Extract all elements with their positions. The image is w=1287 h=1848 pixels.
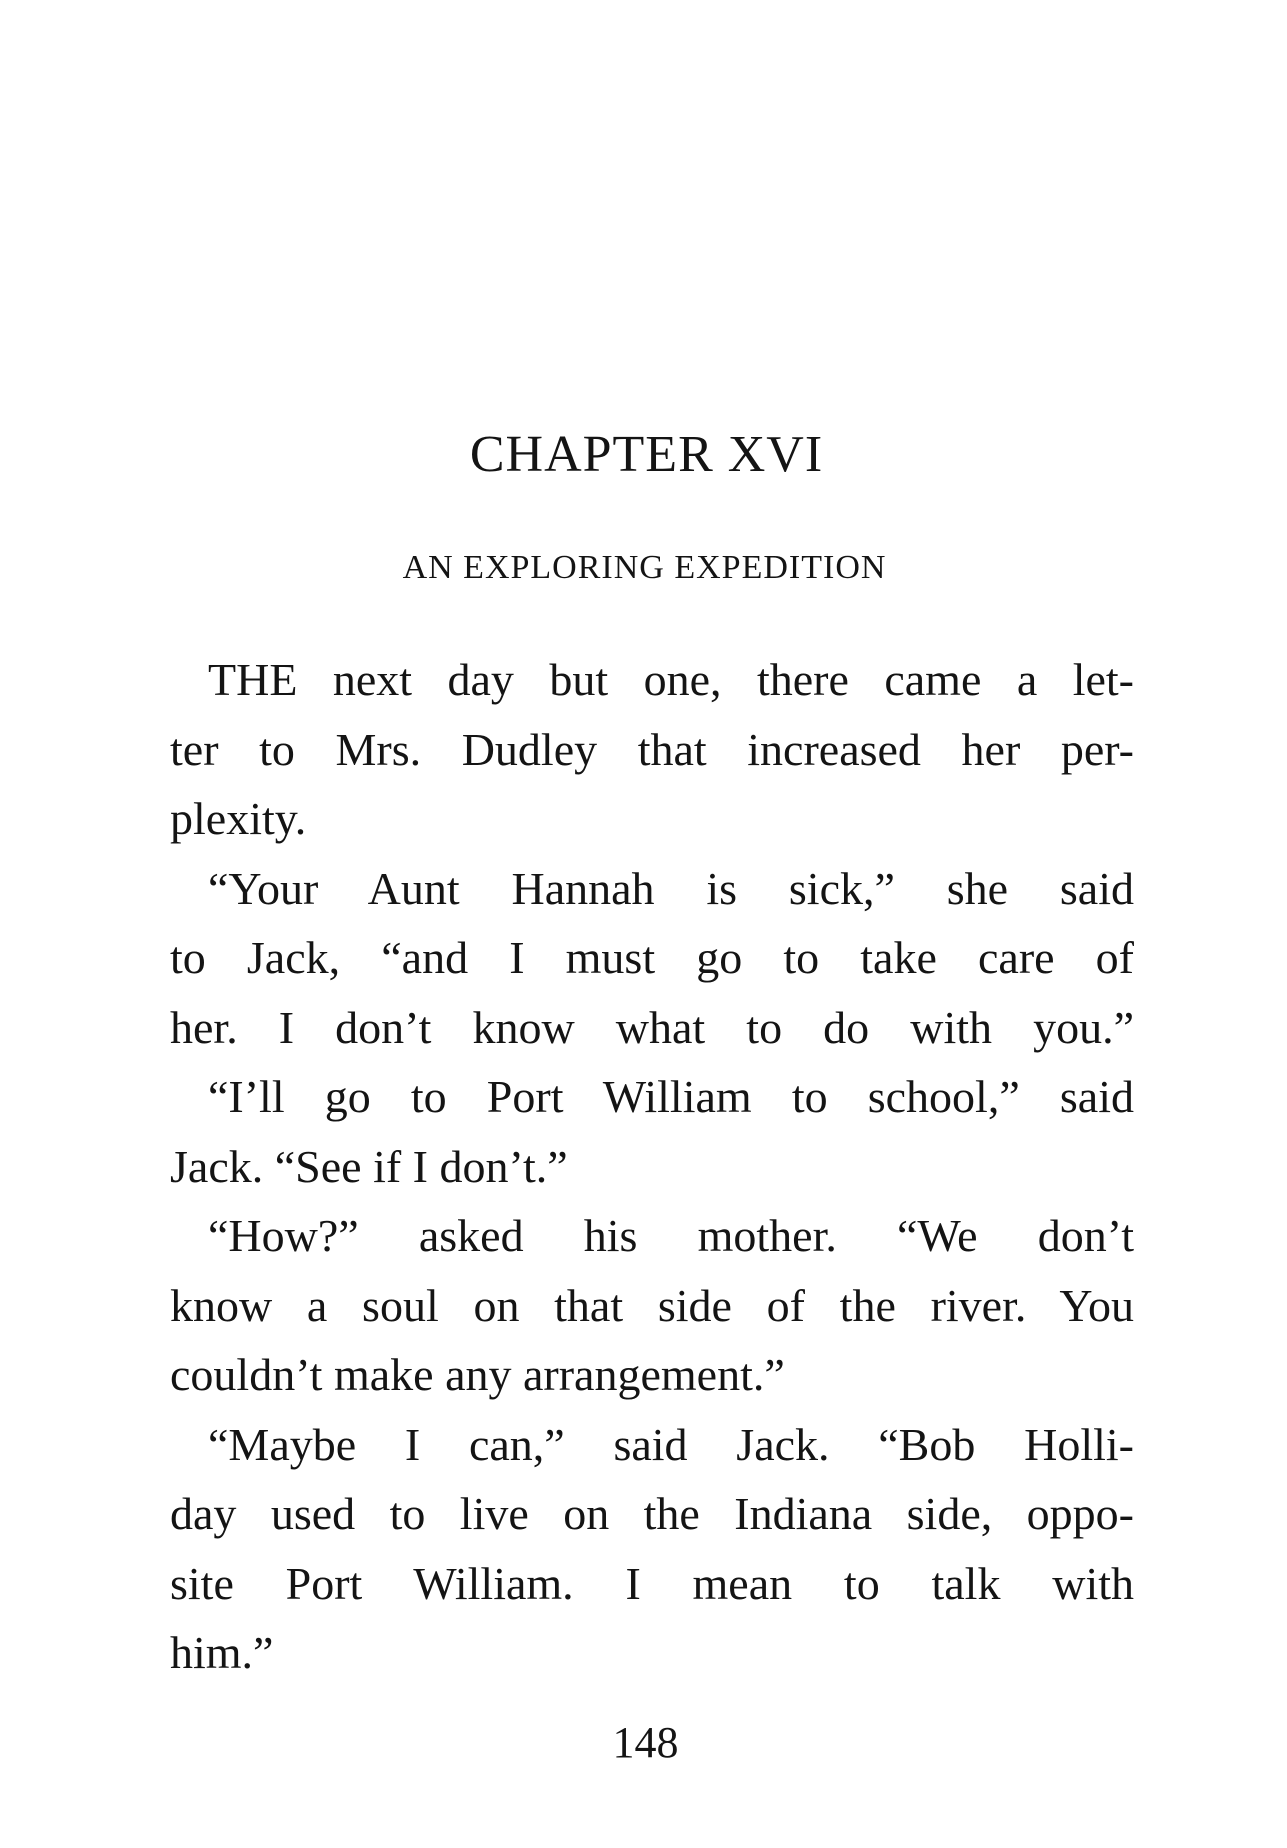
- text-line: him.”: [170, 1627, 274, 1678]
- text-line: “I’ll go to Port William to school,” said: [208, 1071, 1134, 1122]
- text-line: day used to live on the Indiana side, oppo-: [170, 1488, 1134, 1539]
- text-line: site Port William. I mean to talk with: [170, 1557, 1134, 1609]
- chapter-title: CHAPTER XVI: [469, 426, 824, 483]
- text-line: to Jack, “and I must go to take care of: [170, 932, 1134, 983]
- text-line: “Maybe I can,” said Jack. “Bob Holli-: [208, 1418, 1134, 1470]
- text-line: couldn’t make any arrangement.”: [170, 1349, 785, 1400]
- drop-word: THE: [208, 654, 298, 705]
- text-line: plexity.: [170, 793, 307, 844]
- text-line: ter to Mrs. Dudley that increased her per-: [170, 723, 1134, 775]
- body-text: [170, 645, 1134, 1688]
- text-line-content: next day but one, there came a let-: [297, 654, 1134, 705]
- page-number: 148: [612, 1718, 679, 1767]
- text-line: know a soul on that side of the river. You: [170, 1279, 1134, 1331]
- text-line: “How?” asked his mother. “We don’t: [208, 1210, 1134, 1261]
- chapter-subtitle: AN EXPLORING EXPEDITION: [402, 549, 887, 586]
- text-line: Jack. “See if I don’t.”: [170, 1140, 568, 1192]
- text-line: [170, 645, 1134, 715]
- text-line: “Your Aunt Hannah is sick,” she said: [208, 862, 1134, 914]
- text-line: her. I don’t know what to do with you.”: [170, 1001, 1134, 1053]
